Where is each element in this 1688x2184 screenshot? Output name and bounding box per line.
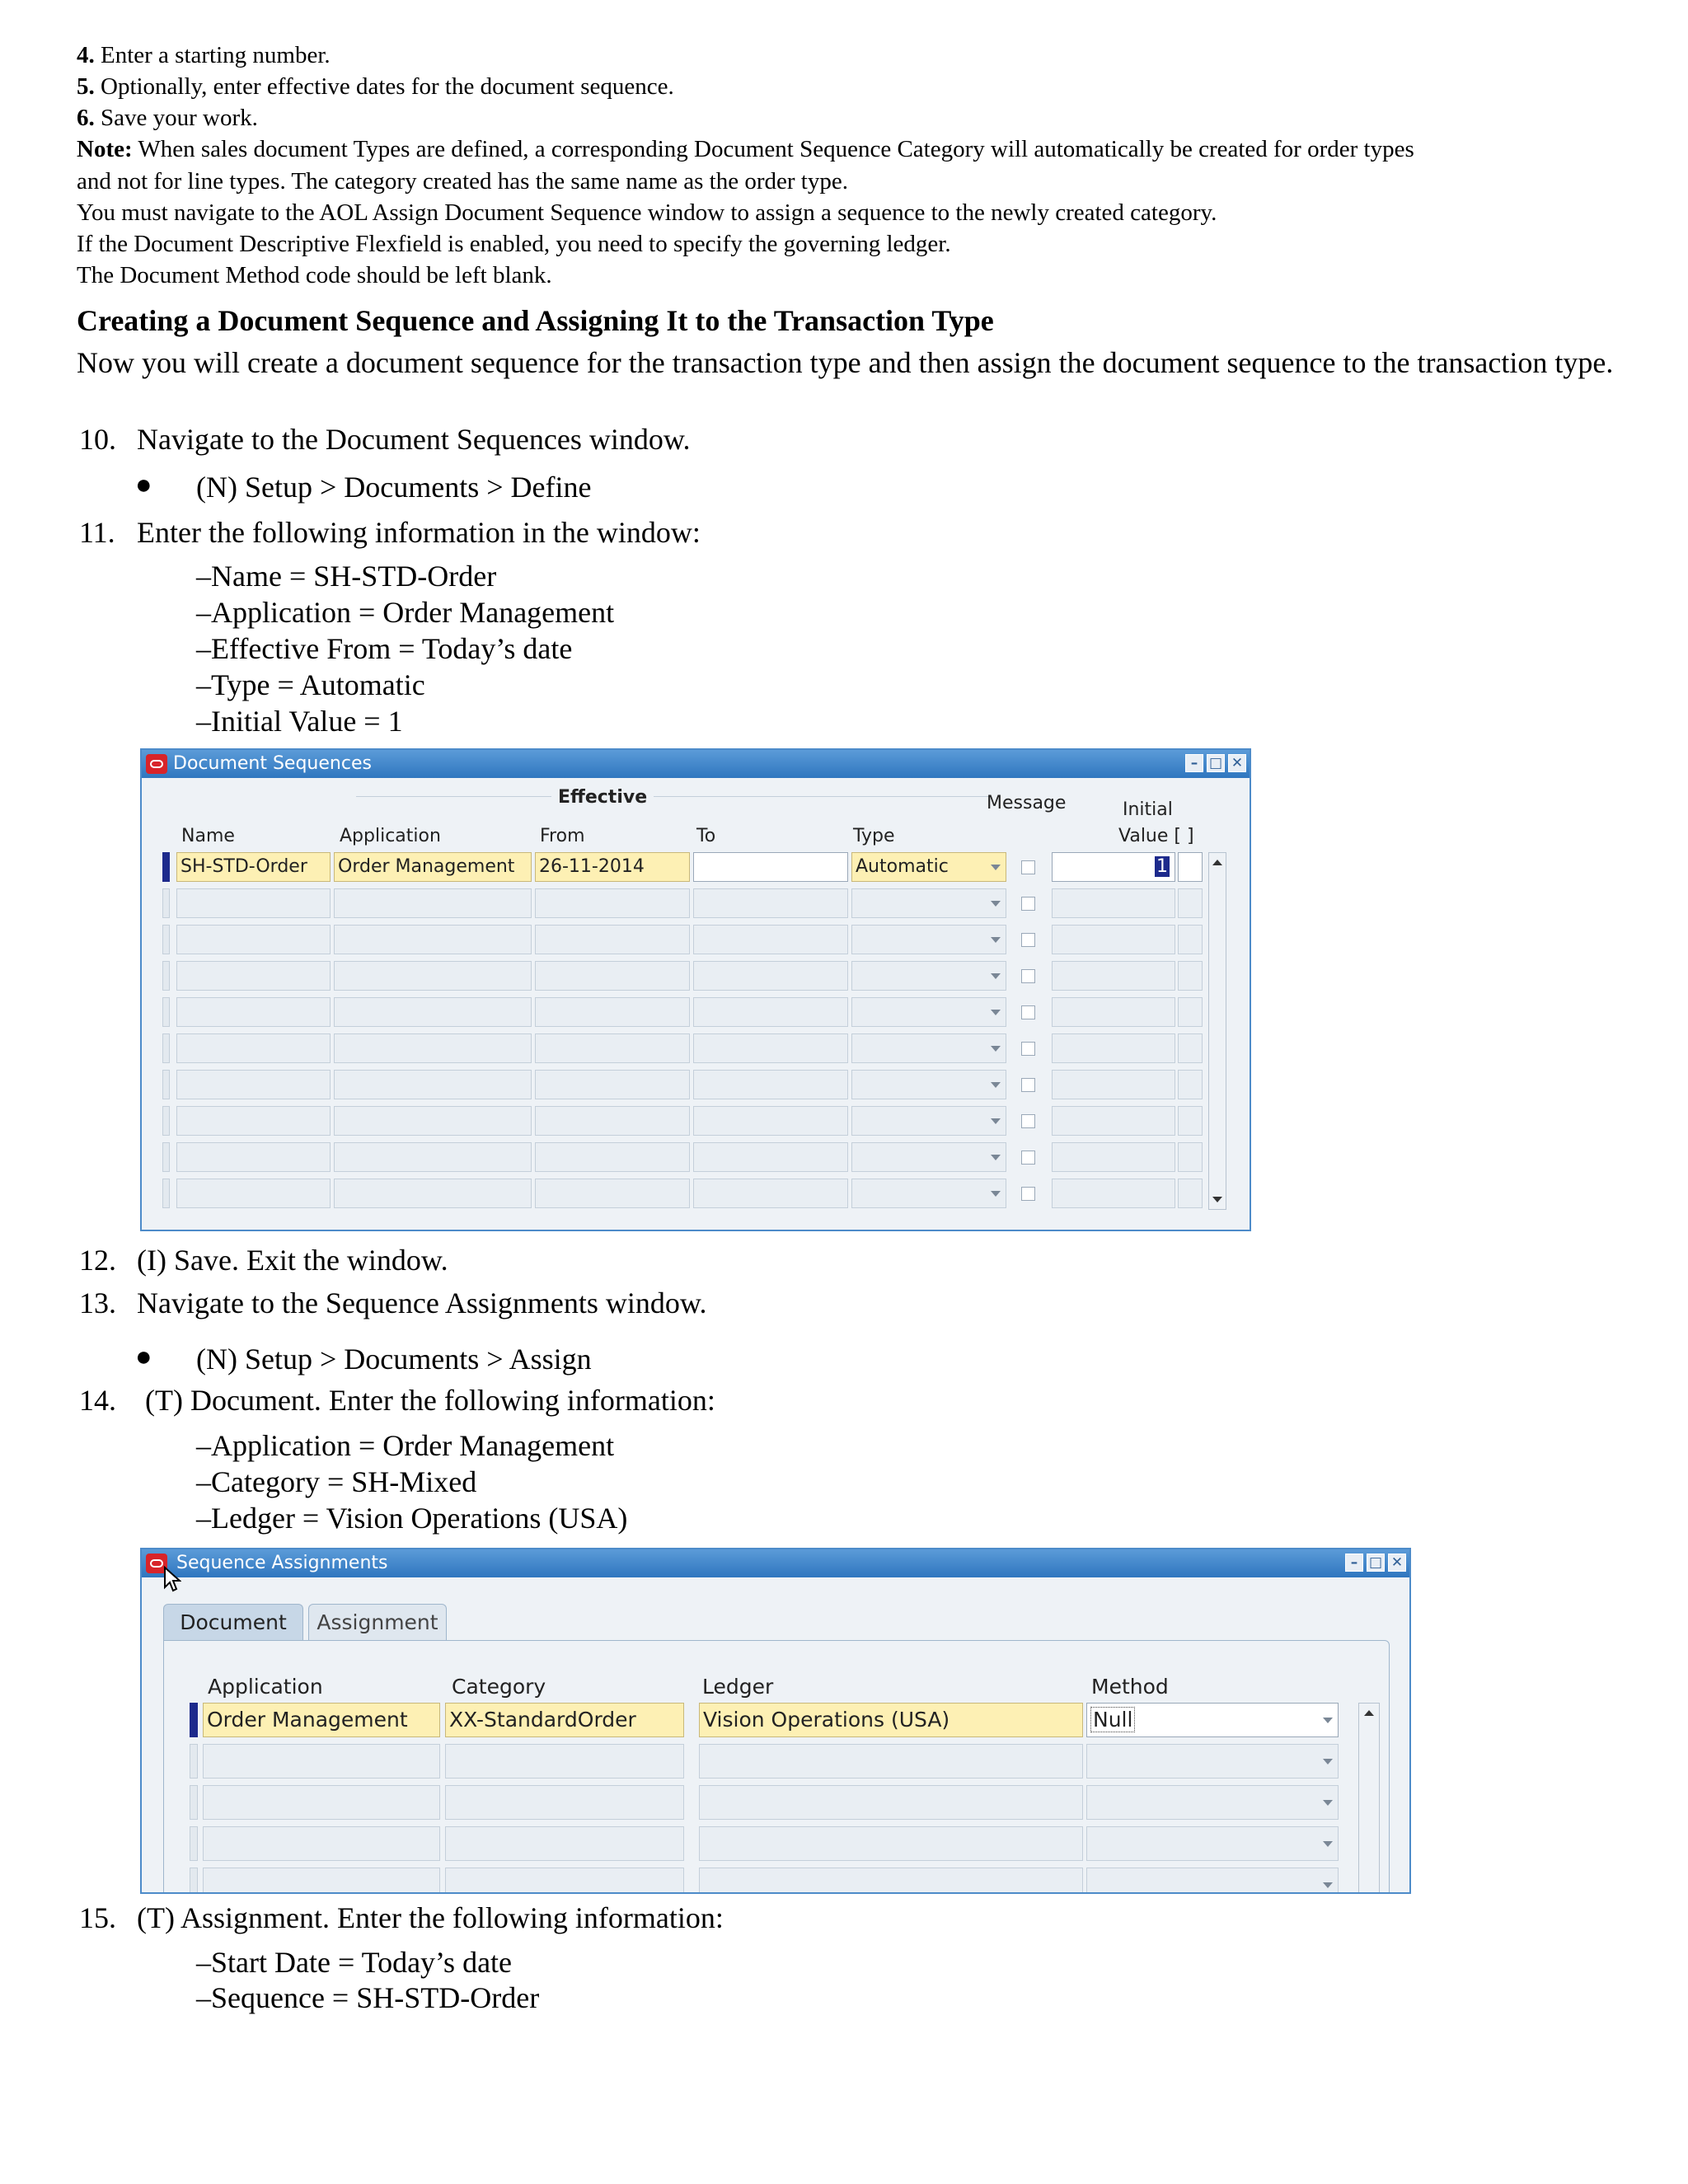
application-field[interactable]: Order Management bbox=[203, 1703, 440, 1737]
application-field[interactable]: Order Management bbox=[334, 852, 532, 882]
name-field[interactable]: SH-STD-Order bbox=[176, 852, 331, 882]
s14-application-item: –Application = Order Management bbox=[196, 1429, 615, 1462]
to-date-field[interactable] bbox=[693, 852, 848, 882]
s15-start-date-item: –Start Date = Today’s date bbox=[196, 1946, 513, 1979]
flexfield-line: If the Document Descriptive Flexfield is enabled, you need to specify the governing ledger. bbox=[77, 231, 951, 257]
document-sequences-window bbox=[140, 748, 1251, 1231]
s11-initial-item: –Initial Value = 1 bbox=[196, 705, 403, 738]
scroll-down-icon[interactable] bbox=[1212, 1197, 1222, 1202]
scroll-up-icon[interactable] bbox=[1364, 1710, 1374, 1716]
s11-name-item: –Name = SH-STD-Order bbox=[196, 560, 497, 593]
category-column-header: Category bbox=[452, 1675, 546, 1699]
close-icon[interactable]: ✕ bbox=[1228, 754, 1246, 772]
oracle-logo-icon bbox=[146, 754, 167, 774]
method-line: The Document Method code should be left blank. bbox=[77, 262, 552, 288]
step-4: 4. Enter a starting number. bbox=[77, 42, 331, 68]
step-12: 12. (I) Save. Exit the window. bbox=[79, 1244, 448, 1277]
minimize-icon[interactable]: – bbox=[1185, 754, 1203, 772]
type-select[interactable] bbox=[851, 852, 1006, 882]
title-bar bbox=[142, 750, 1250, 778]
note-line-2: and not for line types. The category created has the same name as the order type. bbox=[77, 168, 848, 194]
value-column-header: Value [ ] bbox=[1118, 826, 1194, 846]
chevron-down-icon bbox=[1323, 1718, 1333, 1723]
message-checkbox[interactable] bbox=[1021, 860, 1035, 874]
section-intro: Now you will create a document sequence for the transaction type and then assign the document sequence to the transaction type. bbox=[77, 346, 1614, 379]
category-field[interactable]: XX-StandardOrder bbox=[445, 1703, 684, 1737]
name-column-header: Name bbox=[181, 826, 235, 846]
current-row-indicator[interactable] bbox=[190, 1703, 198, 1737]
step-5: 5. Optionally, enter effective dates for the document sequence. bbox=[77, 73, 674, 100]
vertical-scrollbar[interactable] bbox=[1208, 852, 1226, 1210]
row-extra-field[interactable] bbox=[1178, 852, 1203, 882]
s11-application-item: –Application = Order Management bbox=[196, 596, 615, 629]
method-column-header: Method bbox=[1091, 1675, 1169, 1699]
method-value: Null bbox=[1090, 1707, 1135, 1732]
mouse-cursor-icon bbox=[163, 1566, 181, 1592]
step-13-bullet: ● (N) Setup > Documents > Assign bbox=[135, 1342, 592, 1376]
section-heading: Creating a Document Sequence and Assigning It to the Transaction Type bbox=[77, 304, 994, 337]
ledger-column-header: Ledger bbox=[702, 1675, 774, 1699]
step-13: 13. Navigate to the Sequence Assignments window. bbox=[79, 1286, 707, 1319]
ledger-field[interactable]: Vision Operations (USA) bbox=[699, 1703, 1083, 1737]
minimize-icon[interactable]: – bbox=[1345, 1554, 1363, 1572]
step-10-bullet: ● (N) Setup > Documents > Define bbox=[135, 470, 592, 504]
step-15: 15. (T) Assignment. Enter the following information: bbox=[79, 1901, 724, 1934]
from-date-field[interactable]: 26-11-2014 bbox=[535, 852, 690, 882]
method-select[interactable] bbox=[1086, 1703, 1339, 1737]
sequence-assignments-window bbox=[140, 1548, 1411, 1894]
vertical-scrollbar[interactable] bbox=[1358, 1703, 1380, 1894]
tab-document[interactable]: Document bbox=[163, 1604, 303, 1640]
message-label: Message bbox=[987, 793, 1067, 813]
s15-sequence-item: –Sequence = SH-STD-Order bbox=[196, 1981, 540, 2014]
window-title: Document Sequences bbox=[173, 753, 372, 774]
initial-value-field[interactable] bbox=[1052, 852, 1175, 882]
step-11: 11. Enter the following information in the window: bbox=[79, 516, 701, 549]
s11-type-item: –Type = Automatic bbox=[196, 668, 425, 701]
type-column-header: Type bbox=[853, 826, 895, 846]
step-10: 10. Navigate to the Document Sequences window. bbox=[79, 423, 691, 456]
scroll-up-icon[interactable] bbox=[1212, 860, 1222, 865]
note-line: Note: When sales document Types are defined, a corresponding Document Sequence Category will automatically be created for order types bbox=[77, 136, 1414, 162]
effective-group-label: Effective bbox=[551, 787, 654, 808]
aol-line: You must navigate to the AOL Assign Document Sequence window to assign a sequence to the newly created category. bbox=[77, 199, 1217, 226]
title-bar bbox=[142, 1549, 1409, 1577]
current-row-indicator[interactable] bbox=[162, 852, 170, 882]
application-column-header: Application bbox=[208, 1675, 323, 1699]
application-column-header: Application bbox=[340, 826, 441, 846]
from-column-header: From bbox=[540, 826, 585, 846]
s14-category-item: –Category = SH-Mixed bbox=[196, 1465, 477, 1498]
close-icon[interactable]: ✕ bbox=[1388, 1554, 1406, 1572]
tab-assignment[interactable]: Assignment bbox=[308, 1604, 447, 1640]
initial-value-text: 1 bbox=[1156, 856, 1168, 877]
maximize-icon[interactable]: □ bbox=[1207, 754, 1225, 772]
maximize-icon[interactable]: □ bbox=[1367, 1554, 1385, 1572]
step-14: 14. (T) Document. Enter the following information: bbox=[79, 1384, 715, 1417]
step-6: 6. Save your work. bbox=[77, 105, 258, 131]
chevron-down-icon bbox=[991, 865, 1001, 870]
s14-ledger-item: –Ledger = Vision Operations (USA) bbox=[196, 1502, 628, 1535]
type-value: Automatic bbox=[856, 856, 949, 877]
window-title: Sequence Assignments bbox=[176, 1553, 388, 1573]
to-column-header: To bbox=[696, 826, 716, 846]
initial-label: Initial bbox=[1123, 799, 1173, 820]
s11-effective-item: –Effective From = Today’s date bbox=[196, 632, 573, 665]
